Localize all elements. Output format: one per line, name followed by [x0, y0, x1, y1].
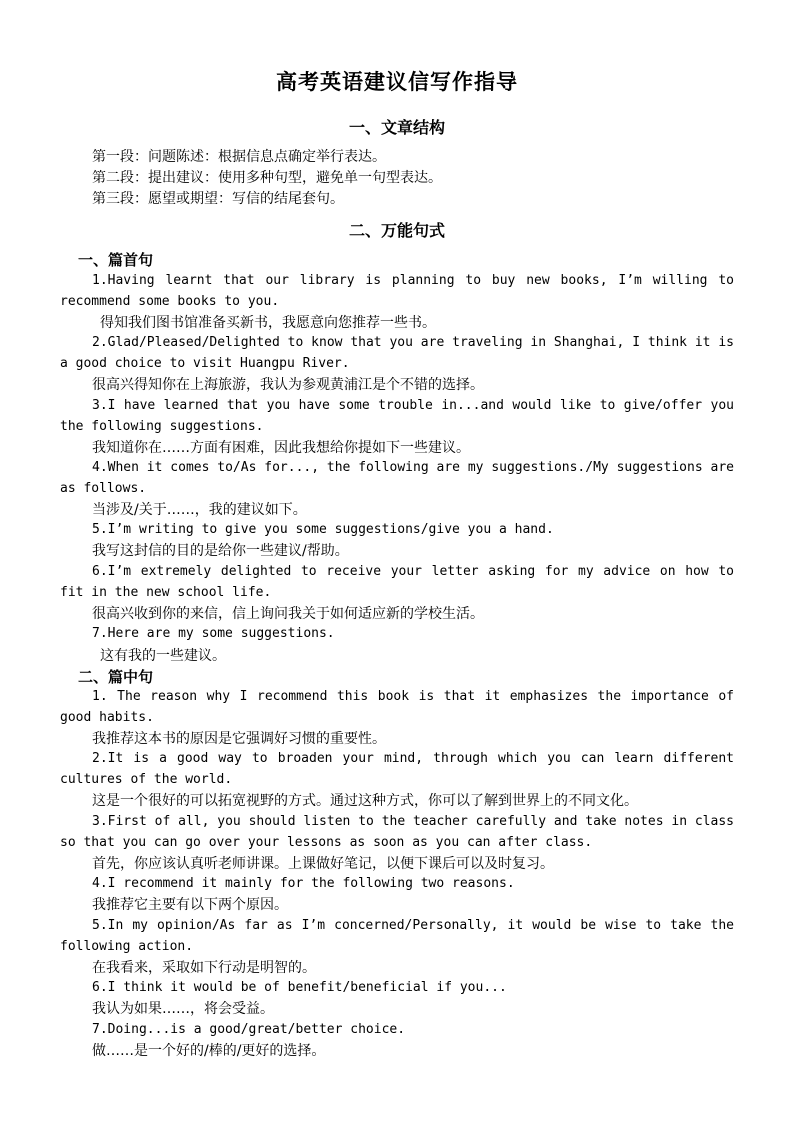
document-title: 高考英语建议信写作指导 — [276, 70, 518, 94]
opening-sentence-4-zh: 当涉及/关于……，我的建议如下。 — [92, 502, 307, 518]
opening-sentence-4-en: 4.When it comes to/As for..., the following are my suggestions./My suggestions are as follows. — [60, 460, 734, 496]
body-sentence-5-zh: 在我看来，采取如下行动是明智的。 — [92, 960, 316, 976]
opening-sentence-1-en: 1.Having learnt that our library is planning to buy new books, I’m willing to recommend some books to you. — [60, 273, 734, 309]
body-sentence-5-en: 5.In my opinion/As far as I’m concerned/Personally, it would be wise to take the following action. — [60, 918, 734, 954]
section-heading-structure: 一、文章结构 — [348, 118, 445, 137]
section-heading-sentences: 二、万能句式 — [348, 221, 445, 240]
opening-sentence-3-zh: 我知道你在……方面有困难，因此我想给你提如下一些建议。 — [92, 440, 470, 456]
body-sentence-3-en: 3.First of all, you should listen to the teacher carefully and take notes in class so that you can go over your lessons as soon as you can after class. — [60, 814, 734, 850]
opening-sentence-7-zh: 这有我的一些建议。 — [100, 648, 226, 664]
body-sentence-1-zh: 我推荐这本书的原因是它强调好习惯的重要性。 — [92, 731, 386, 747]
structure-line-3: 第三段：愿望或期望：写信的结尾套句。 — [92, 191, 344, 207]
subheading-body-sentences: 二、篇中句 — [78, 668, 154, 686]
body-sentence-6-en: 6.I think it would be of benefit/beneficial if you... — [92, 980, 507, 995]
structure-line-2: 第二段：提出建议：使用多种句型，避免单一句型表达。 — [92, 170, 442, 186]
opening-sentence-3-en: 3.I have learned that you have some trouble in...and would like to give/offer you the following suggestions. — [60, 398, 734, 434]
body-sentence-7-zh: 做……是一个好的/棒的/更好的选择。 — [92, 1043, 326, 1059]
body-sentence-1-en: 1. The reason why I recommend this book is that it emphasizes the importance of good habits. — [60, 689, 734, 725]
opening-sentence-6-zh: 很高兴收到你的来信，信上询问我关于如何适应新的学校生活。 — [92, 606, 484, 622]
body-sentence-2-en: 2.It is a good way to broaden your mind, through which you can learn different cultures of the world. — [60, 751, 734, 787]
body-sentence-2-zh: 这是一个很好的可以拓宽视野的方式。通过这种方式，你可以了解到世界上的不同文化。 — [92, 793, 638, 809]
body-sentence-6-zh: 我认为如果……，将会受益。 — [92, 1001, 274, 1017]
opening-sentence-5-zh: 我写这封信的目的是给你一些建议/帮助。 — [92, 543, 349, 559]
body-sentence-4-en: 4.I recommend it mainly for the following two reasons. — [92, 876, 515, 891]
opening-sentence-6-en: 6.I’m extremely delighted to receive your letter asking for my advice on how to fit in the new school life. — [60, 564, 734, 600]
body-sentence-4-zh: 我推荐它主要有以下两个原因。 — [92, 897, 288, 913]
structure-line-1: 第一段：问题陈述：根据信息点确定举行表达。 — [92, 149, 386, 165]
body-sentence-3-zh: 首先，你应该认真听老师讲课。上课做好笔记，以便下课后可以及时复习。 — [92, 856, 554, 872]
body-sentence-7-en: 7.Doing...is a good/great/better choice. — [92, 1022, 406, 1037]
subheading-opening-sentences: 一、篇首句 — [78, 251, 154, 269]
opening-sentence-1-zh: 得知我们图书馆准备买新书，我愿意向您推荐一些书。 — [100, 315, 436, 331]
opening-sentence-7-en: 7.Here are my some suggestions. — [92, 626, 335, 641]
opening-sentence-2-zh: 很高兴得知你在上海旅游，我认为参观黄浦江是个不错的选择。 — [92, 377, 484, 393]
opening-sentence-2-en: 2.Glad/Pleased/Delighted to know that you are traveling in Shanghai, I think it is a good choice to visit Huangpu River. — [60, 335, 734, 371]
opening-sentence-5-en: 5.I’m writing to give you some suggestions/give you a hand. — [92, 522, 554, 537]
